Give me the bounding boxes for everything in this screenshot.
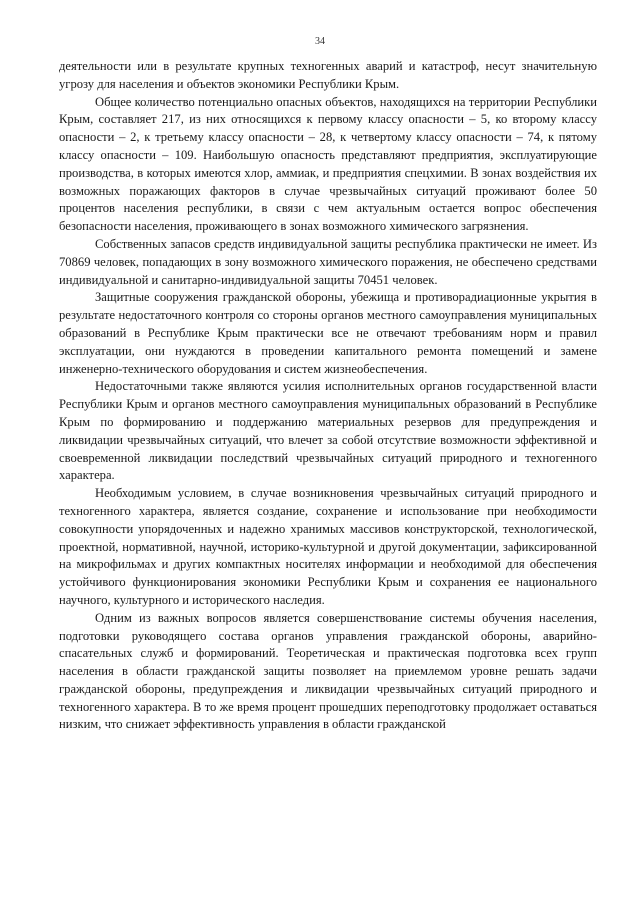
paragraph-material-reserves: Недостаточными также являются усилия исполнительных органов государственной власти Республики Крым и органов местного самоуправления муниципальных образований в Республике Крым по формированию и поддержанию материальных резервов для предупреждения и ликвидации чрезвычайных ситуаций, что влечет за собой отсутствие возможности эффективной и своевременной ликвидации последствий чрезвычайных ситуаций природного и техногенного характера. xyxy=(59,379,597,483)
paragraph-protection-means: Собственных запасов средств индивидуальной защиты республика практически не имеет. Из 70869 человек, попадающих в зону возможного химического поражения, не обеспечено средствами индивидуальной и санитарно-индивидуальной защиты 70451 человек. xyxy=(59,236,597,287)
body-text xyxy=(59,58,597,734)
paragraph-shelters: Защитные сооружения гражданской обороны, убежища и противорадиационные укрытия в результате недостаточного контроля со стороны органов местного самоуправления муниципальных образований в Республике Крым практически все не отвечают требованиям норм и правил эксплуатации, они нуждаются в проведении капитального ремонта помещений и замене инженерно-технического оборудования и систем жизнеобеспечения. xyxy=(59,290,597,376)
paragraph-hazardous-objects: Общее количество потенциально опасных объектов, находящихся на территории Республики Крым, составляет 217, из них относящихся к первому классу опасности – 5, ко второму классу опасности – 2, к третьему классу опасности – 28, к четвертому классу опасности – 74, к пятому классу опасности – 109. Наибольшую опасность представляют предприятия, эксплуатирующие производства, в которых имеются хлор, аммиак, и предприятия спецхимии. В зонах воздействия их возможных поражающих факторов в случае чрезвычайных ситуаций проживают более 50 процентов населения республики, в связи с чем актуальным остается вопрос обеспечения безопасности населения, проживающего в зонах возможного химического загрязнения. xyxy=(59,94,597,234)
page-number: 34 xyxy=(315,36,325,47)
paragraph-training: Одним из важных вопросов является совершенствование системы обучения населения, подготовки руководящего состава органов управления гражданской обороны, аварийно-спасательных служб и формирований. Теоретическая и практическая подготовка всех групп населения в области гражданской защиты позволяет на приемлемом уровне решать задачи гражданской обороны, предупреждения и ликвидации чрезвычайных ситуаций природного и техногенного характера. В то же время процент прошедших переподготовку продолжает оставаться низким, что снижает эффективность управления в области гражданской xyxy=(59,610,597,732)
paragraph-continuation: деятельности или в результате крупных техногенных аварий и катастроф, несут значительную угрозу для населения и объектов экономики Республики Крым. xyxy=(59,59,597,91)
paragraph-documentation: Необходимым условием, в случае возникновения чрезвычайных ситуаций природного и техногенного характера, является создание, сохранение и использование при необходимости совокупности упорядоченных и надежно хранимых массивов конструкторской, технологической, проектной, нормативной, научной, историко-культурной и другой документации, зафиксированной на микрофильмах и других компактных носителях информации и необходимой для обеспечения устойчивого функционирования экономики Республики Крым и сохранения ее национального научного, культурного и исторического наследия. xyxy=(59,486,597,607)
